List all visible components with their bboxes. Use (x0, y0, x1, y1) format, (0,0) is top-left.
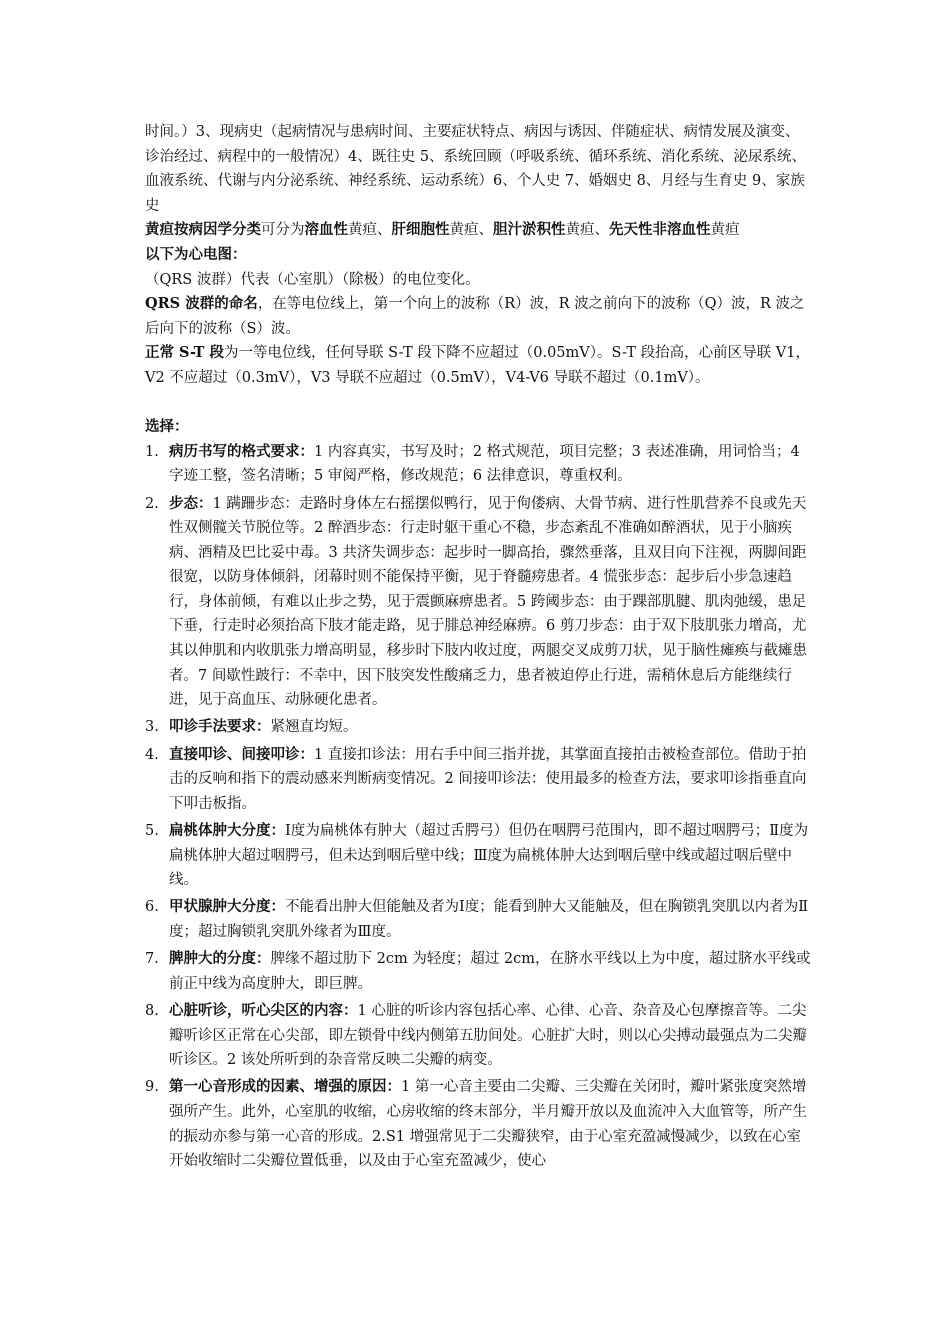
choice-heading-text: 选择： (145, 418, 189, 436)
jaundice-text: 可分为 (261, 222, 305, 239)
list-item-number: 8. (145, 1002, 159, 1019)
ecg-heading (145, 243, 813, 268)
list-item (145, 819, 813, 893)
list-item-text: 紧翘直均短。 (270, 719, 358, 736)
list-item-number: 5. (145, 823, 159, 839)
list-item-text: 1 心脏的听诊内容包括心率、心律、心音、杂音及心包摩擦音等。二尖瓣听诊区正常在心尖部，即左锁骨中线内侧第五肋间处。心脏扩大时，则以心尖搏动最强点为二尖瓣听诊区。2 该处所听到的杂音常反映二尖瓣的病变。 (169, 1002, 807, 1069)
list-item-text: 1 蹒跚步态：走路时身体左右摇摆似鸭行，见于佝偻病、大骨节病、进行性肌营养不良或先天性双侧髋关节脱位等。2 醉酒步态：行走时躯干重心不稳，步态紊乱不准确如醉酒状，见于小脑疾病、酒精及巴比妥中毒。3 共济失调步态：起步时一脚高抬，骤然垂落，且双目向下注视，两脚间距很宽，以防身体倾斜，闭幕时则不能保持平衡，见于脊髓痨患者。4 慌张步态：起步后小步急速趋行，身体前倾，有难以止步之势，见于震颤麻痹患者。5 跨阈步态：由于踝部肌腱、肌肉弛缓，患足下垂，行走时必须抬高下肢才能走路，见于腓总神经麻痹。6 剪刀步态：由于双下肢肌张力增高，尤其以伸肌和内收肌张力增高明显，移步时下肢内收过度，两腿交叉成剪刀状，见于脑性瘫痪与截瘫患者。7 间歇性跛行：不幸中，因下肢突发性酸痛乏力，患者被迫停止行进，需稍休息后方能继续行进，见于高血压、动脉硬化患者。 (169, 495, 807, 709)
choice-heading (145, 415, 813, 440)
qrs-paragraph: （QRS 波群）代表（心室肌）（除极）的电位变化。 (145, 271, 480, 288)
list-item-text: 1 第一心音主要由二尖瓣、三尖瓣在关闭时，瓣叶紧张度突然增强所产生。此外，心室肌的收缩，心房收缩的终末部分，半月瓣开放以及血流冲入大血管等，所产生的振动亦参与第一心音的形成。2.S1 增强常见于二尖瓣狭窄，由于心室充盈减慢减少，以致在心室开始收缩时二尖瓣位置低垂，以及由于心室充盈减少，使心 (169, 1079, 807, 1170)
list-item-term: 脾肿大的分度： (169, 950, 271, 968)
list-item-number: 2. (145, 495, 159, 512)
history-paragraph: 时间。）3、现病史（起病情况与患病时间、主要症状特点、病因与诱因、伴随症状、病情发展及演变、诊治经过、病程中的一般情况）4、既往史 5、系统回顾（呼吸系统、循环系统、消化系统、泌尿系统、血液系统、代谢与内分泌系统、神经系统、运动系统）6、个人史 7、婚姻史 8、月经与生育史 9、家族史 (145, 124, 807, 214)
list-item (145, 895, 813, 944)
list-item-number: 7. (145, 951, 159, 968)
jaundice-text: 黄疸、 (449, 222, 493, 239)
list-item-text: 1 内容真实，书写及时；2 格式规范，项目完整；3 表述准确，用词恰当；4 字迹工整，签名清晰；5 审阅严格，修改规范；6 法律意识，尊重权利。 (169, 443, 800, 485)
jaundice-paragraph (145, 218, 813, 243)
list-item-text: 脾缘不超过肋下 2cm 为轻度；超过 2cm，在脐水平线以上为中度，超过脐水平线或前正中线为高度肿大，即巨脾。 (169, 951, 811, 992)
list-item-term: 步态： (169, 494, 213, 512)
list-item-number: 3. (145, 719, 159, 736)
list-item (145, 743, 813, 817)
document-page (145, 120, 813, 1176)
jaundice-type-cholestatic: 胆汁淤积性 (493, 221, 566, 239)
st-segment-term: 正常 S-T 段 (145, 344, 225, 362)
blank-line (145, 391, 813, 416)
list-item-number: 6. (145, 899, 159, 916)
qrs-naming-text: ，在等电位线上，第一个向上的波称（R）波，R 波之前向下的波称（Q）波，R 波之后向下的波称（S）波。 (145, 296, 805, 337)
list-item-term: 叩诊手法要求： (169, 718, 271, 736)
st-segment-paragraph (145, 341, 813, 390)
jaundice-text: 黄疸、 (348, 222, 392, 239)
jaundice-type-congenital: 先天性非溶血性 (609, 221, 711, 239)
list-item-text: 不能看出肿大但能触及者为Ⅰ度；能看到肿大又能触及，但在胸锁乳突肌以内者为Ⅱ度；超过胸锁乳突肌外缘者为Ⅲ度。 (169, 899, 809, 940)
list-item-number: 9. (145, 1079, 159, 1096)
list-item-number: 1. (145, 443, 159, 460)
list-item-term: 直接叩诊、间接叩诊： (169, 745, 314, 763)
jaundice-text: 黄疸 (710, 222, 740, 239)
jaundice-text: 黄疸、 (565, 222, 609, 239)
list-item-term: 甲状腺肿大分度： (169, 898, 285, 916)
list-item (145, 440, 813, 489)
list-item (145, 947, 813, 996)
list-item-term: 第一心音形成的因素、增强的原因： (169, 1078, 401, 1096)
list-item-text: 1 直接扣诊法：用右手中间三指并拢，其掌面直接拍击被检查部位。借助于拍击的反响和指下的震动感来判断病变情况。2 间接叩诊法：使用最多的检查方法，要求叩诊指垂直向下叩击板指。 (169, 746, 807, 812)
jaundice-type-hepatocellular: 肝细胞性 (391, 221, 450, 239)
list-item-term: 心脏听诊，听心尖区的内容： (169, 1001, 358, 1019)
ecg-heading-text: 以下为心电图： (145, 245, 247, 263)
qrs-naming-paragraph (145, 292, 813, 341)
qrs-naming-term: QRS 波群的命名 (145, 295, 258, 313)
jaundice-type-hemolytic: 溶血性 (304, 221, 348, 239)
choice-list (145, 440, 813, 1174)
list-item-number: 4. (145, 746, 159, 763)
jaundice-term: 黄疸按病因学分类 (145, 221, 261, 239)
list-item-term: 扁桃体肿大分度： (169, 822, 285, 839)
list-item-text: Ⅰ度为扁桃体有肿大（超过舌腭弓）但仍在咽腭弓范围内，即不超过咽腭弓；Ⅱ度为扁桃体肿大超过咽腭弓，但未达到咽后壁中线；Ⅲ度为扁桃体肿大达到咽后壁中线或超过咽后壁中线。 (169, 823, 809, 889)
list-item (145, 1075, 813, 1173)
list-item (145, 715, 813, 740)
list-item-term: 病历书写的格式要求： (169, 442, 314, 460)
list-item (145, 492, 813, 713)
st-segment-text: 为一等电位线，任何导联 S-T 段下降不应超过（0.05mV）。S-T 段抬高，心前区导联 V1，V2 不应超过（0.3mV），V3 导联不应超过（0.5mV），V4-V6 导联不超过（0.1mV）。 (145, 345, 810, 386)
list-item (145, 999, 813, 1073)
